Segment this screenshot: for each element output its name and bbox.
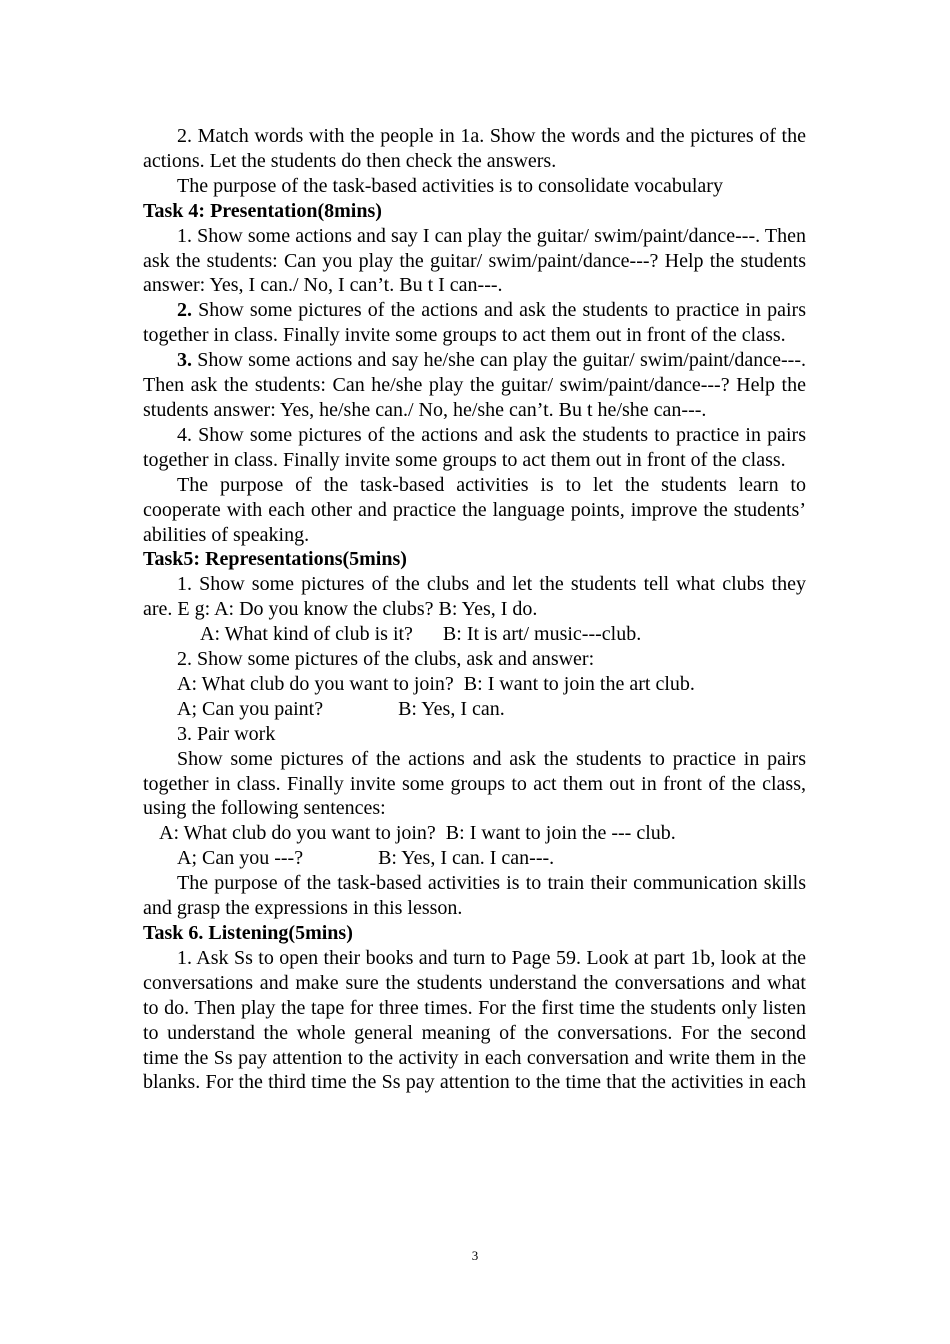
paragraph-task4-step2	[143, 298, 806, 348]
dialogue-line: A: What club do you want to join? B: I want to join the --- club.	[159, 822, 676, 845]
document-page	[143, 124, 806, 1095]
dialogue-line: A; Can you paint? B: Yes, I can.	[177, 697, 505, 720]
paragraph-task5-pairwork: Show some pictures of the actions and ask the students to practice in pairs together in class. Finally invite some groups to act them out in front of the class, using the following sentences:	[143, 747, 806, 820]
step-text: Show some actions and say he/she can play the guitar/ swim/paint/dance---. Then ask the students: Can he/she play the guitar/ swim/paint/dance---? Help the students answer: Yes, he/she can./ No, he/she can’t. Bu t he/she can---.	[143, 349, 806, 421]
paragraph-task5-step1: 1. Show some pictures of the clubs and let the students tell what clubs they are. E g: A: Do you know the clubs? B: Yes, I do.	[143, 573, 806, 621]
step-number: 3.	[177, 349, 192, 372]
page-number: 3	[471, 1248, 479, 1263]
step-text: Show some pictures of the actions and ask the students to practice in pairs together in class. Finally invite some groups to act them out in front of the class.	[143, 299, 806, 347]
paragraph-task5-purpose: The purpose of the task-based activities is to train their communication skills and grasp the expressions in this lesson.	[143, 872, 806, 920]
step-number: 2.	[177, 299, 192, 322]
heading-task5: Task5: Representations(5mins)	[143, 548, 407, 571]
heading-task4: Task 4: Presentation(8mins)	[143, 199, 382, 222]
paragraph-task5-step3: 3. Pair work	[177, 722, 276, 745]
dialogue-line: A: What kind of club is it? B: It is art/ music---club.	[200, 623, 642, 646]
heading-task6: Task 6. Listening(5mins)	[143, 922, 353, 944]
paragraph-task6-step1: 1. Ask Ss to open their books and turn to Page 59. Look at part 1b, look at the conversations and make sure the students understand the conversations and what to do. Then play the tape for three times. For the first time the students only listen to understand the whole general meaning of the conversations. For the second time the Ss pay attention to the activity in each conversation and write them in the blanks. For the third time the Ss pay attention to the time that the activities in each	[143, 946, 806, 1094]
paragraph-task4-purpose: The purpose of the task-based activities is to let the students learn to cooperate with each other and practice the language points, improve the students’ abilities of speaking.	[143, 473, 806, 546]
paragraph-task5-step2: 2. Show some pictures of the clubs, ask and answer:	[177, 648, 595, 671]
paragraph-task4-step4: 4. Show some pictures of the actions and ask the students to practice in pairs together in class. Finally invite some groups to act them out in front of the class.	[143, 423, 806, 471]
paragraph-purpose-vocabulary: The purpose of the task-based activities is to consolidate vocabulary	[177, 174, 723, 197]
paragraph-task4-step1: 1. Show some actions and say I can play the guitar/ swim/paint/dance---. Then ask the students: Can you play the guitar/ swim/paint/dance---? Help the students answer: Yes, I can./ No, I can’t. Bu t I can---.	[143, 224, 806, 297]
dialogue-line: A: What club do you want to join? B: I want to join the art club.	[177, 672, 695, 695]
dialogue-line: A; Can you ---? B: Yes, I can. I can---.	[177, 847, 555, 870]
paragraph-match-words: 2. Match words with the people in 1a. Show the words and the pictures of the actions. Let the students do then check the answers.	[143, 125, 806, 172]
paragraph-task4-step3	[143, 348, 806, 423]
